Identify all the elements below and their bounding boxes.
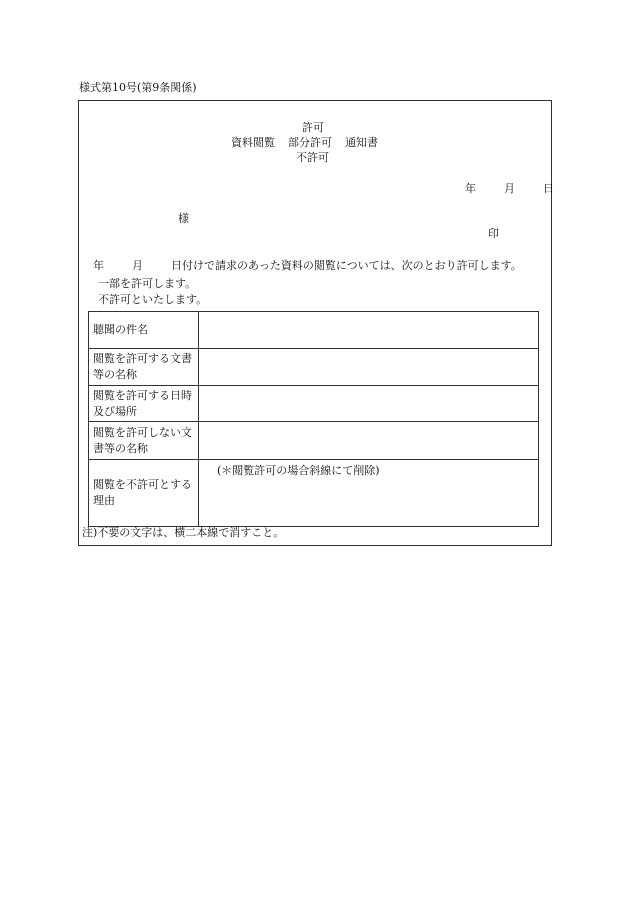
option-deny: 不許可といたします。 [98,293,208,306]
seal-mark: 印 [488,227,499,240]
row-value [199,386,539,422]
body-text [93,260,522,271]
date-month: 月 [504,182,515,195]
information-table [88,311,539,527]
date-year: 年 [465,182,476,195]
row-value [199,422,539,460]
option-partial-permit: 一部を許可します。 [98,277,197,290]
table-row [89,386,539,422]
body-month: 月 [132,259,143,272]
title-subject: 資料閲覧 [231,136,275,149]
table-row [89,422,539,460]
row-label: 閲覧を許可する日時及び場所 [89,386,199,422]
document-title [231,137,378,148]
table-row [89,460,539,527]
body-year: 年 [93,259,104,272]
title-suffix: 通知書 [345,136,378,149]
date-day: 日 [543,182,554,195]
issue-date [465,183,554,194]
body-sentence: 日付けで請求のあった資料の閲覧については、次のとおり許可します。 [171,259,522,272]
row-value: (＊閲覧許可の場合斜線にて削除) [199,460,539,527]
title-option-permit: 許可 [302,121,324,134]
row-label: 閲覧を不許可とする理由 [89,460,199,527]
row-label: 閲覧を許可しない文書等の名称 [89,422,199,460]
title-option-partial: 部分許可 [288,136,332,149]
row-value [199,349,539,386]
row-label: 閲覧を許可する文書等の名称 [89,349,199,386]
form-number-label: 様式第10号(第9条関係) [79,81,197,94]
table-row [89,312,539,349]
row-label: 聴聞の件名 [89,312,199,349]
addressee-suffix: 様 [178,212,189,225]
table-row [89,349,539,386]
row-value [199,312,539,349]
footer-note: 注)不要の文字は、横二本線で消すこと。 [82,526,285,539]
title-option-deny: 不許可 [296,151,329,164]
